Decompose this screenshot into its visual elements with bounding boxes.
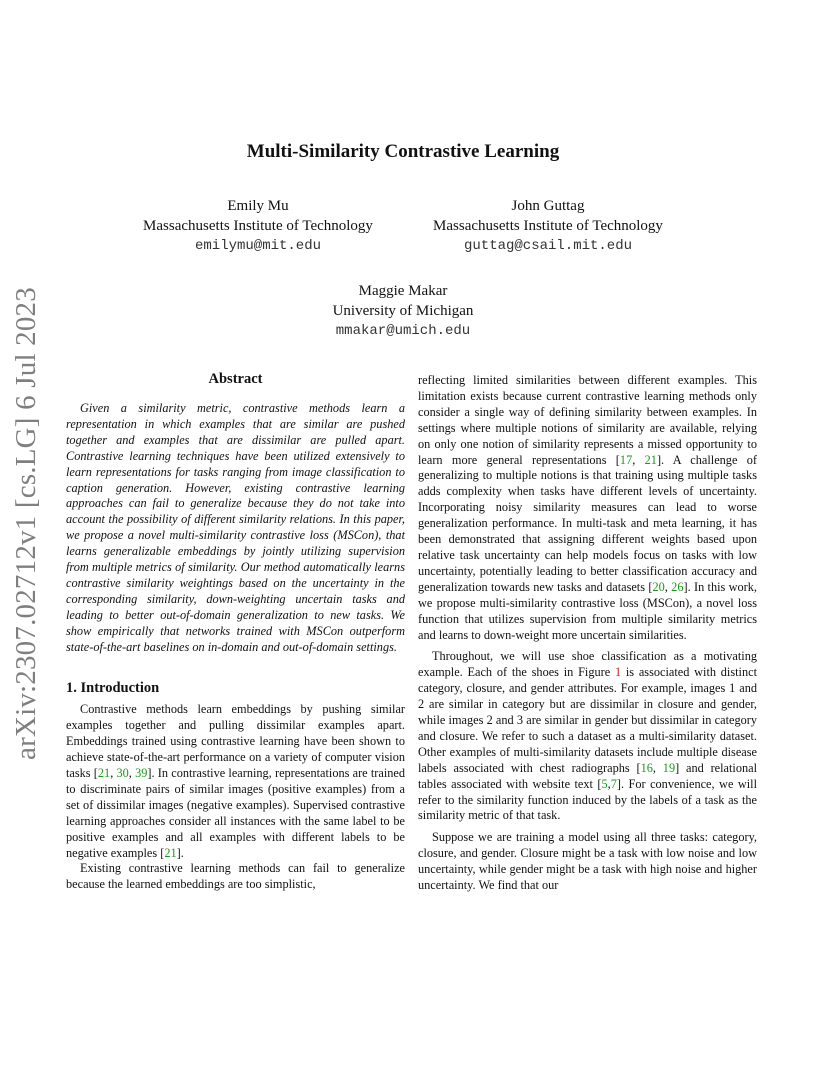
author-email: mmakar@umich.edu xyxy=(335,323,471,339)
paper-title: Multi-Similarity Contrastive Learning xyxy=(246,141,560,162)
citation-link[interactable]: 7 xyxy=(610,776,617,791)
citation-link[interactable]: 17 xyxy=(619,452,633,467)
intro-paragraph-5: Suppose we are training a model using all three tasks: category, closure, and gender. Closure might be a task with low noise and low uncertainty, while gender might be a task with high noise and higher uncertainty. We find that our xyxy=(418,830,757,893)
citation-link[interactable]: 21 xyxy=(97,766,111,781)
citation-link[interactable]: 30 xyxy=(116,766,129,781)
author-block xyxy=(408,196,688,256)
section-heading: 1. Introduction xyxy=(66,679,160,696)
citation-link[interactable]: 21 xyxy=(644,452,657,467)
author-email: guttag@csail.mit.edu xyxy=(463,238,633,254)
abstract-text: Given a similarity metric, contrastive methods learn a representation in which examples that are similar are pushed together and examples that are dissimilar are pulled apart. Contrastive learning techniques have been utilized extensively to learn representations for tasks ranging from image classification to caption generation. However, existing contrastive learning approaches can fail to generalize because they do not take into account the possibility of different similarity relations. In this paper, we propose a novel multi-similarity contrastive loss (MSCon), that learns generalizable embeddings by jointly utilizing supervision from multiple metrics of similarity. Our method automatically learns contrastive similarity weightings based on the uncertainty in the corresponding similarity, down-weighting uncertain tasks and leading to better out-of-domain generalization to new tasks. We show empirically that networks trained with MSCon outperform state-of-the-art baselines on in-domain and out-of-domain settings. xyxy=(66,401,405,654)
abstract-heading: Abstract xyxy=(208,371,263,387)
left-column xyxy=(66,372,405,893)
intro-paragraph-3: reflecting limited similarities between different examples. This limitation exists because current contrastive learning methods only consider a single way of defining similarity between examples. In settings where multiple notions of similarity are available, relying on only one notion of similarity represents a missed opportunity to learn more general representations [17, 21]. A challenge of generalizing to multiple notions is that training using multiple tasks adds complexity when tasks have different levels of uncertainty. Incorporating noisy similarity measures can lead to worse generalization performance. In multi-task and meta learning, it has been demonstrated that assigning different weights based upon relative task uncertainty can help models focus on tasks with low uncertainty, potentially leading to better classification accuracy and generalization towards new tasks and datasets [20, 26]. In this work, we propose multi-similarity contrastive loss (MSCon), a novel loss function that utilizes supervision from multiple similarity metrics and learns to down-weight more uncertain similarities. xyxy=(418,373,758,642)
right-column xyxy=(418,373,757,894)
author-block xyxy=(118,196,398,256)
author-block xyxy=(263,281,543,341)
citation-link[interactable]: 19 xyxy=(662,760,676,775)
citation-link[interactable]: 21 xyxy=(164,845,177,860)
author-affiliation: University of Michigan xyxy=(332,303,474,319)
author-affiliation: Massachusetts Institute of Technology xyxy=(433,218,663,234)
author-affiliation: Massachusetts Institute of Technology xyxy=(143,218,373,234)
figure-reference-link[interactable]: 1 xyxy=(614,665,622,680)
author-name: Maggie Makar xyxy=(358,283,448,299)
arxiv-identifier: arXiv:2307.02712v1 [cs.LG] 6 Jul 2023 xyxy=(10,287,42,760)
intro-paragraph-2: Existing contrastive learning methods can fail to generalize because the learned embeddings are too simplistic, xyxy=(66,861,405,892)
citation-link[interactable]: 16 xyxy=(640,760,653,775)
author-name: Emily Mu xyxy=(227,198,289,214)
citation-link[interactable]: 20 xyxy=(652,579,665,594)
author-email: emilymu@mit.edu xyxy=(194,238,322,254)
intro-paragraph-4: Throughout, we will use shoe classification as a motivating example. Each of the shoes in Figure 1 is associated with distinct category, closure, and gender attributes. For example, images 1 and 2 are similar in category but are dissimilar in closure and gender, while images 2 and 3 are similar in gender but dissimilar in category and closure. We refer to such a dataset as a multi-similarity dataset. Other examples of multi-similarity datasets include multiple disease labels associated with chest radiographs [16, 19] and relational tables associated with website text [5,7]. For convenience, we will refer to the similarity function induced by the labels of a task as the similarity metric of that task. xyxy=(418,649,758,823)
citation-link[interactable]: 5 xyxy=(601,776,608,791)
citation-link[interactable]: 26 xyxy=(671,579,684,594)
citation-link[interactable]: 39 xyxy=(135,766,148,781)
author-name: John Guttag xyxy=(511,198,585,214)
intro-paragraph-1: Contrastive methods learn embeddings by pushing similar examples together and pulling dissimilar examples apart. Embeddings trained using contrastive learning have been shown to achieve state-of-the-art performance on a variety of computer vision tasks [21, 30, 39]. In contrastive learning, representations are trained to discriminate pairs of similar images (positive examples) from a set of dissimilar images (negative examples). Supervised contrastive learning approaches consider all instances with the same label to be positive examples and all examples with different labels to be negative examples [21]. xyxy=(66,702,405,860)
